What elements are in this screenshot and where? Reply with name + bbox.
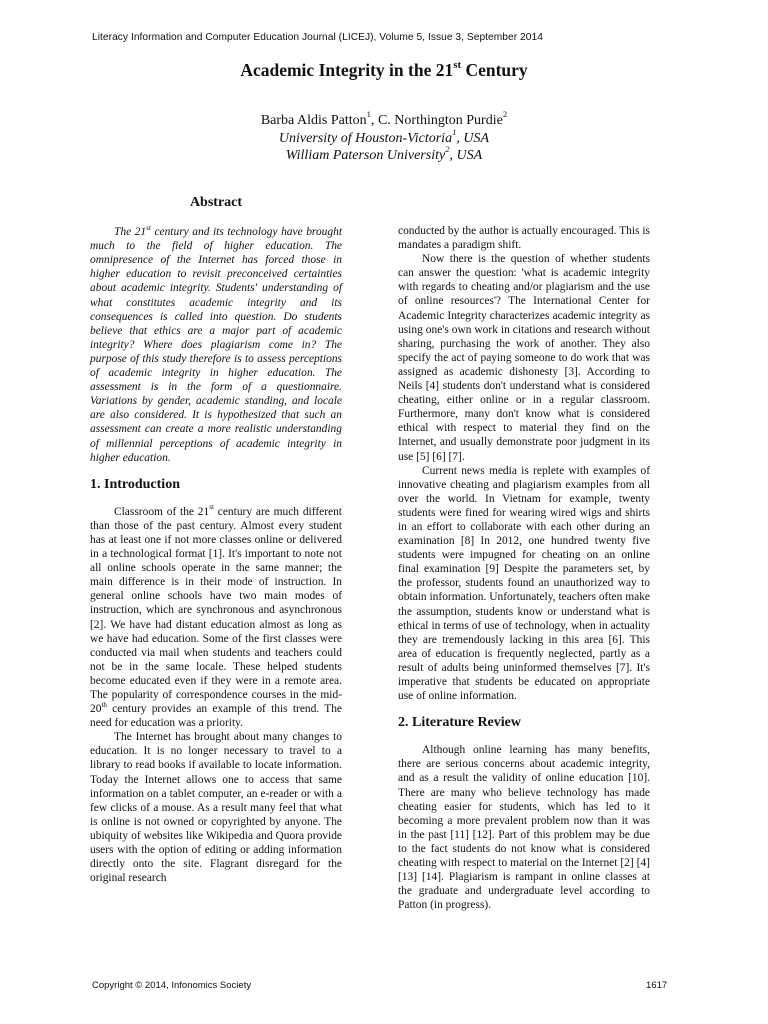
section-heading-introduction: 1. Introduction <box>90 476 180 492</box>
affiliation-name: William Paterson University <box>285 148 446 163</box>
abstract-text-body: century and its technology have brought much to the field of higher education. The omnipresence of the Internet has forced those in higher education to revisit preconceived certainties about academic integrity. Students' understanding of what constitutes academic integrity and its consequences is called into question. Do students believe that ethics are a major part of academic integrity? Where does plagiarism come in? The purpose of this study therefore is to assess perceptions of academic integrity in higher education. The assessment is in the form of a questionnaire. Variations by gender, academic standing, and locale are also considered. It is hypothesized that such an assessment can create a more realistic understanding of millennial perceptions of academic integrity in higher education. <box>90 226 343 464</box>
paragraph-superscript: st <box>209 503 214 512</box>
body-paragraph: The Internet has brought about many changes to education. It is no longer necessary to travel to a library to read books if available to locate information. Today the Internet allows one to access that same information on a tablet computer, an e-reader or with a few clicks of a mouse. As a result many feel that what is online is not owned or copyrighted by anyone. The ubiquity of websites like Wikipedia and Quora provide users with the option of editing or adding information directly onto the site. Flagrant disregard for the original research <box>90 731 342 885</box>
abstract-text-start: The 21 <box>114 226 147 239</box>
author-line <box>0 109 768 130</box>
section-heading-literature-review: 2. Literature Review <box>398 715 521 731</box>
paragraph-text: century are much different than those of the past century. Almost every student has at least one if not more classes online or delivered in a technological format [1]. It's important to note not all online schools operate in the same manner; the main difference is in their mode of instruction. In general online schools have two main modes of instruction, which are synchronous and asynchronous [2]. We have had distant education almost as long as we have had education. Some of the first classes were conducted via mail when students and teachers could not be in the same locale. These helped students become educated even if they were in a remote area. The popularity of correspondence courses in the mid-20 <box>90 505 342 716</box>
title-text: Academic Integrity in the 21 <box>240 60 454 80</box>
body-paragraph: conducted by the author is actually encouraged. This is mandates a paradigm shift. <box>398 225 650 252</box>
paragraph-text: Classroom of the 21 <box>114 505 210 518</box>
affiliation-mark: 2 <box>445 144 450 155</box>
footer-copyright: Copyright © 2014, Infonomics Society <box>92 980 252 991</box>
body-paragraph: Now there is the question of whether students can answer the question: 'what is academic integrity with regards to cheating and/or plagiarism and the use of online resources'? The International Center for Academic Integrity characterizes academic integrity as using one's own work in citations and research without sharing, purchasing the work of another. They also specify the act of paying someone to do work that was assigned as academic dishonesty [3]. According to Neils [4] students don't understand what is considered cheating, either online or in a regular classroom. Furthermore, many don't know what is considered ethical with respect to material they find on the Internet, and usually demonstrate poor judgment in its use [5] [6] [7]. <box>398 253 650 463</box>
abstract-superscript: st <box>146 223 151 232</box>
affiliation-country: , USA <box>449 148 483 163</box>
paper-title <box>0 60 768 81</box>
body-paragraph: Although online learning has many benefits, there are serious concerns about academic integrity, and as a result the validity of online education [10]. There are many who believe technology has made cheating easier for students, which has led to it becoming a more prevalent problem now than it was in the past [11] [12]. Part of this problem may be due to the fact students do not know what is considered cheating with respect to material on the Internet [2] [4] [13] [14]. Plagiarism is rampant in online classes at the graduate and undergraduate level according to Patton (in progress). <box>398 744 650 912</box>
affiliation-line <box>0 126 768 148</box>
left-column <box>90 196 342 885</box>
paragraph-text: century provides an example of this trend. The need for education was a priority. <box>90 703 342 730</box>
author-affiliation-mark: 1 <box>366 109 371 120</box>
author-name: Barba Aldis Patton <box>260 113 367 128</box>
author-block <box>0 109 768 165</box>
author-separator: , <box>370 113 378 128</box>
title-text-end: Century <box>461 60 528 80</box>
body-paragraph <box>90 505 342 731</box>
abstract-text <box>90 225 342 465</box>
affiliation-mark: 1 <box>452 126 457 137</box>
right-column <box>398 224 650 912</box>
affiliation-country: , USA <box>456 130 490 146</box>
author-affiliation-mark: 2 <box>502 109 508 120</box>
footer-page-number: 1617 <box>646 980 668 991</box>
running-head: Literacy Information and Computer Education Journal (LICEJ), Volume 5, Issue 3, September 2014 <box>92 32 543 43</box>
author-name: C. Northington Purdie <box>377 113 503 128</box>
body-paragraph: Current news media is replete with examples of innovative cheating and plagiarism examples from all over the world. In Vietnam for example, twenty students were fined for wearing wired wigs and shirts in an effort to collaborate with each other during an examination [8] In 2012, one hundred twenty five students were impugned for cheating on an online final examination [9] Despite the parameters set, by the professor, students found an unauthorized way to obtain information. Unfortunately, teachers often make the assumption, students know or understand what is ethical in terms of use of technology, when in actuality they are tremendously lacking in this area [6]. This area of education is frequently neglected, partly as a result of adults being uninformed themselves [7]. It's imperative that students be educated on appropriate use of online information. <box>398 464 650 703</box>
abstract-heading: Abstract <box>189 195 243 210</box>
affiliation-name: University of Houston-Victoria <box>278 130 453 146</box>
paragraph-superscript: th <box>101 700 107 709</box>
affiliation-line <box>0 144 768 165</box>
title-superscript: st <box>453 59 462 72</box>
